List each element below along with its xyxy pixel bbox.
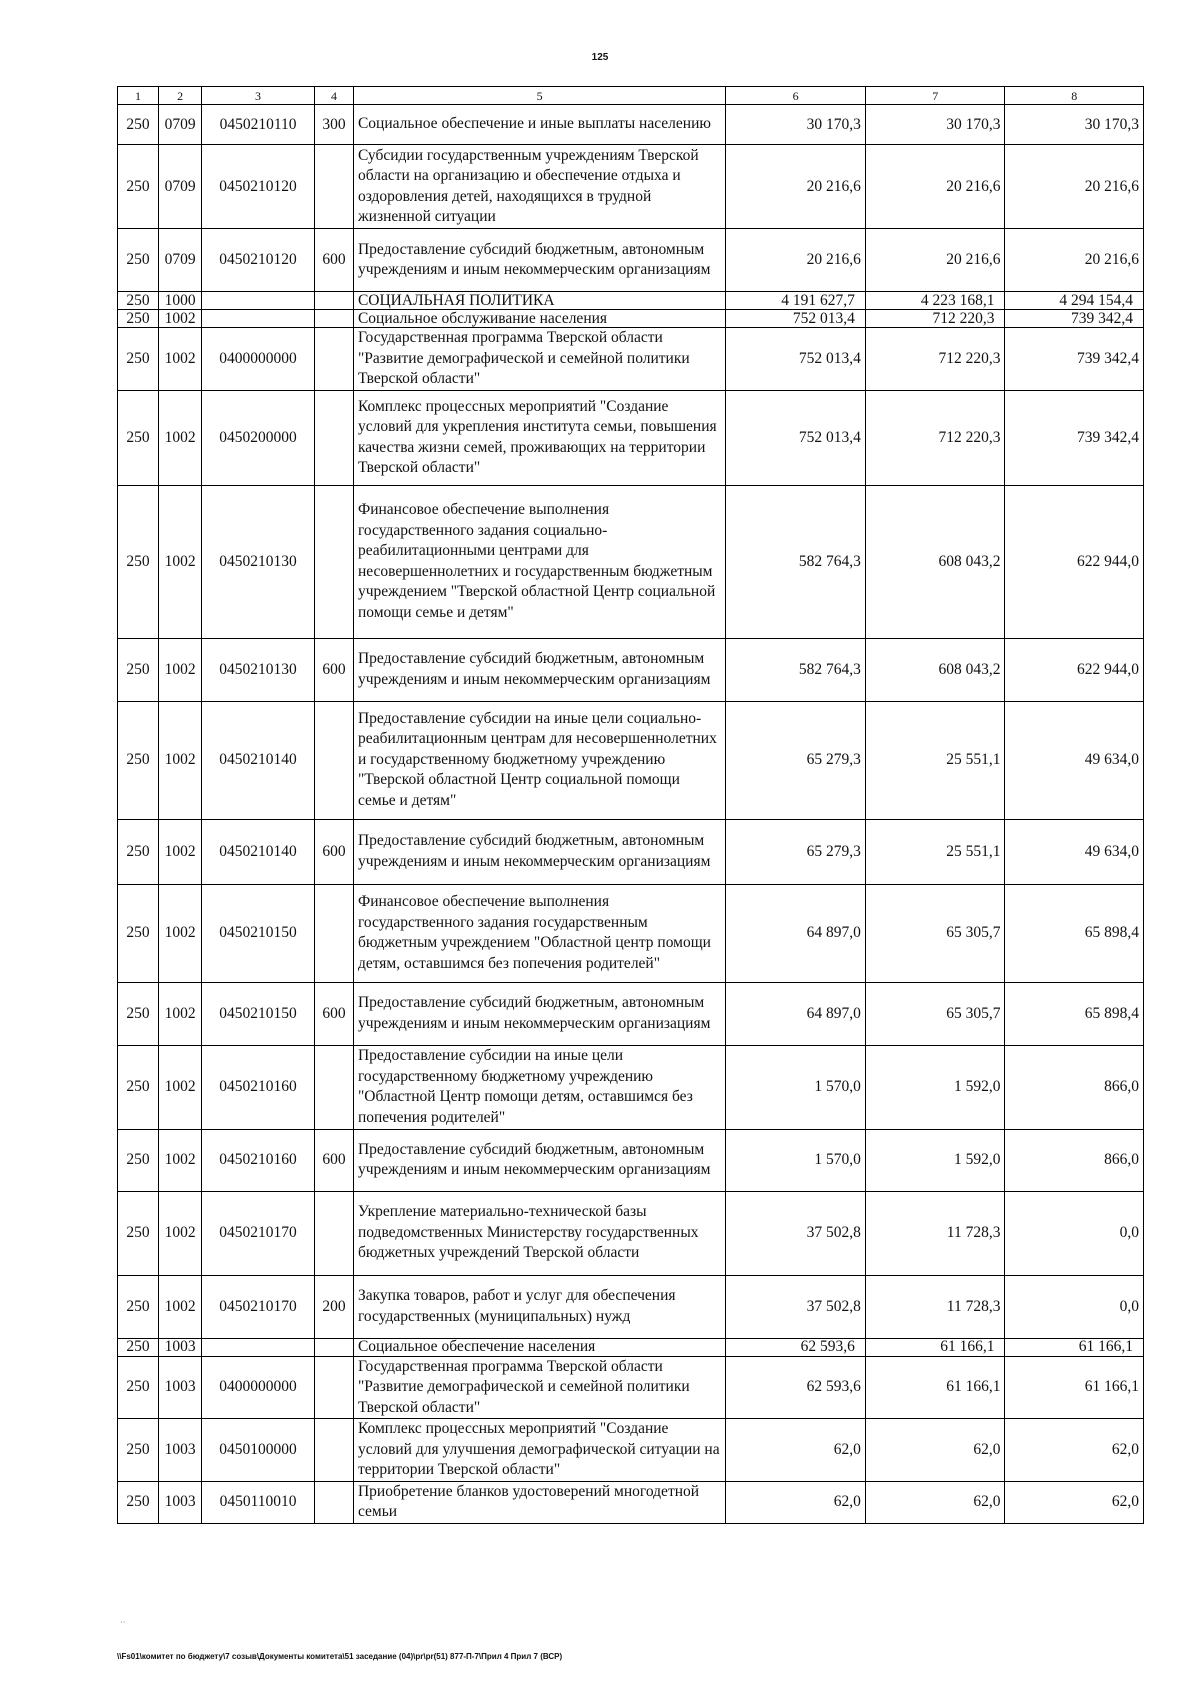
cell-expense-type [314,390,353,485]
cell-expense-type: 600 [314,982,353,1045]
cell-grbs: 250 [118,819,159,884]
cell-grbs: 250 [118,1481,159,1523]
cell-target-article: 0450210110 [202,105,315,145]
cell-value-year3: 62,0 [1005,1419,1144,1482]
cell-value-year2: 65 305,7 [865,884,1005,982]
cell-value-year2: 62,0 [865,1419,1005,1482]
cell-value-year2: 712 220,3 [865,328,1005,391]
cell-grbs: 250 [118,1191,159,1275]
cell-value-year2: 20 216,6 [865,145,1005,229]
cell-expense-type [314,145,353,229]
cell-value-year1: 37 502,8 [726,1275,866,1338]
cell-name: Социальное обеспечение населения [353,1338,725,1356]
cell-expense-type: 300 [314,105,353,145]
cell-target-article: 0450210150 [202,982,315,1045]
cell-target-article: 0450210170 [202,1191,315,1275]
cell-expense-type [314,1045,353,1129]
table-row [118,1275,1144,1338]
cell-section: 1003 [159,1481,202,1523]
cell-section: 1003 [159,1356,202,1419]
cell-section: 1002 [159,328,202,391]
cell-name: Предоставление субсидий бюджетным, автономным учреждениям и иным некоммерческим организациям [353,638,725,701]
cell-grbs: 250 [118,390,159,485]
cell-value-year1: 62 593,6 [726,1338,866,1356]
cell-target-article: 0450210120 [202,229,315,292]
cell-grbs: 250 [118,1356,159,1419]
cell-value-year3: 20 216,6 [1005,229,1144,292]
cell-value-year1: 582 764,3 [726,638,866,701]
cell-grbs: 250 [118,485,159,638]
cell-grbs: 250 [118,701,159,819]
cell-value-year3: 20 216,6 [1005,145,1144,229]
cell-name: Финансовое обеспечение выполнения государственного задания социально-реабилитационными центрами для несовершеннолетних и государственным бюджетным учреждением "Тверской областной Центр социальной помощи семье и детям" [353,485,725,638]
cell-target-article: 0400000000 [202,1356,315,1419]
cell-expense-type: 600 [314,229,353,292]
page-number: 125 [591,52,609,63]
cell-value-year3: 739 342,4 [1005,390,1144,485]
table-row [118,390,1144,485]
cell-value-year3: 0,0 [1005,1191,1144,1275]
cell-expense-type [314,1419,353,1482]
cell-section: 1002 [159,982,202,1045]
cell-value-year2: 61 166,1 [865,1338,1005,1356]
cell-name: Предоставление субсидий бюджетным, автономным учреждениям и иным некоммерческим организациям [353,982,725,1045]
cell-value-year3: 739 342,4 [1005,310,1144,328]
cell-value-year1: 752 013,4 [726,310,866,328]
header-row [118,87,1144,105]
cell-name: СОЦИАЛЬНАЯ ПОЛИТИКА [353,292,725,310]
cell-value-year1: 582 764,3 [726,485,866,638]
cell-expense-type: 600 [314,1129,353,1191]
col-header-2: 2 [159,87,202,105]
cell-value-year2: 608 043,2 [865,485,1005,638]
cell-value-year1: 4 191 627,7 [726,292,866,310]
cell-name: Предоставление субсидии на иные цели государственному бюджетному учреждению "Областной Центр помощи детям, оставшимся без попечения родителей" [353,1045,725,1129]
table-row [118,1338,1144,1356]
cell-section: 1002 [159,390,202,485]
table-row [118,982,1144,1045]
cell-value-year1: 30 170,3 [726,105,866,145]
cell-target-article [202,292,315,310]
cell-name: Предоставление субсидий бюджетным, автономным учреждениям и иным некоммерческим организациям [353,819,725,884]
cell-grbs: 250 [118,310,159,328]
cell-value-year2: 11 728,3 [865,1275,1005,1338]
cell-expense-type [314,485,353,638]
cell-target-article: 0450210130 [202,485,315,638]
table-row [118,1419,1144,1482]
cell-name: Закупка товаров, работ и услуг для обеспечения государственных (муниципальных) нужд [353,1275,725,1338]
cell-value-year2: 712 220,3 [865,310,1005,328]
table-row [118,292,1144,310]
cell-target-article: 0450210170 [202,1275,315,1338]
cell-section: 1002 [159,884,202,982]
cell-value-year1: 20 216,6 [726,145,866,229]
cell-section: 0709 [159,105,202,145]
cell-value-year3: 866,0 [1005,1129,1144,1191]
cell-expense-type [314,1481,353,1523]
cell-grbs: 250 [118,982,159,1045]
cell-value-year3: 739 342,4 [1005,328,1144,391]
col-header-5: 5 [353,87,725,105]
cell-value-year2: 20 216,6 [865,229,1005,292]
cell-value-year3: 4 294 154,4 [1005,292,1144,310]
cell-grbs: 250 [118,1338,159,1356]
cell-name: Комплекс процессных мероприятий "Создание условий для улучшения демографической ситуации на территории Тверской области" [353,1419,725,1482]
cell-value-year2: 1 592,0 [865,1129,1005,1191]
cell-value-year1: 62,0 [726,1419,866,1482]
cell-section: 1003 [159,1338,202,1356]
table-row [118,1045,1144,1129]
cell-target-article: 0450100000 [202,1419,315,1482]
col-header-4: 4 [314,87,353,105]
cell-value-year2: 1 592,0 [865,1045,1005,1129]
cell-value-year1: 62 593,6 [726,1356,866,1419]
table-row [118,229,1144,292]
table-row [118,638,1144,701]
cell-grbs: 250 [118,638,159,701]
cell-grbs: 250 [118,1129,159,1191]
cell-section: 1002 [159,701,202,819]
cell-value-year1: 37 502,8 [726,1191,866,1275]
cell-grbs: 250 [118,145,159,229]
cell-value-year2: 25 551,1 [865,701,1005,819]
cell-value-year1: 752 013,4 [726,390,866,485]
cell-expense-type [314,1191,353,1275]
cell-expense-type [314,701,353,819]
cell-value-year3: 65 898,4 [1005,982,1144,1045]
cell-name: Предоставление субсидии на иные цели социально-реабилитационным центрам для несовершеннолетних и государственному бюджетному учреждению "Тверской областной Центр социальной помощи семье и детям" [353,701,725,819]
cell-name: Предоставление субсидий бюджетным, автономным учреждениям и иным некоммерческим организациям [353,1129,725,1191]
table-row [118,1129,1144,1191]
cell-name: Комплекс процессных мероприятий "Создание условий для укрепления института семьи, повышения качества жизни семей, проживающих на территории Тверской области" [353,390,725,485]
cell-value-year1: 1 570,0 [726,1045,866,1129]
cell-expense-type: 600 [314,638,353,701]
cell-value-year1: 62,0 [726,1481,866,1523]
cell-expense-type: 200 [314,1275,353,1338]
footer-file-path: \\Fs01\комитет по бюджету\7 созыв\Документы комитета\51 заседание (04)\pr\pr(51) 877-П-7\Прил 4 Прил 7 (ВСР) [117,1652,563,1661]
cell-expense-type [314,292,353,310]
col-header-7: 7 [865,87,1005,105]
cell-name: Государственная программа Тверской области "Развитие демографической и семейной политики Тверской области" [353,328,725,391]
cell-target-article: 0450210160 [202,1045,315,1129]
col-header-3: 3 [202,87,315,105]
cell-value-year3: 65 898,4 [1005,884,1144,982]
cell-expense-type [314,310,353,328]
table-row [118,1191,1144,1275]
table-row [118,701,1144,819]
budget-table [117,86,1144,1524]
cell-expense-type: 600 [314,819,353,884]
col-header-6: 6 [726,87,866,105]
cell-grbs: 250 [118,1045,159,1129]
cell-value-year1: 20 216,6 [726,229,866,292]
cell-value-year1: 64 897,0 [726,982,866,1045]
table-row [118,1481,1144,1523]
cell-target-article: 0450210120 [202,145,315,229]
cell-value-year2: 25 551,1 [865,819,1005,884]
cell-target-article [202,1338,315,1356]
cell-value-year3: 30 170,3 [1005,105,1144,145]
table-body [118,105,1144,1524]
table-row [118,485,1144,638]
cell-grbs: 250 [118,292,159,310]
cell-value-year1: 65 279,3 [726,701,866,819]
cell-name: Приобретение бланков удостоверений многодетной семьи [353,1481,725,1523]
cell-value-year3: 0,0 [1005,1275,1144,1338]
cell-target-article: 0450210160 [202,1129,315,1191]
cell-grbs: 250 [118,229,159,292]
cell-target-article: 0450200000 [202,390,315,485]
cell-value-year3: 61 166,1 [1005,1338,1144,1356]
cell-value-year2: 11 728,3 [865,1191,1005,1275]
table-row [118,1356,1144,1419]
cell-section: 0709 [159,145,202,229]
cell-target-article: 0450210130 [202,638,315,701]
cell-name: Финансовое обеспечение выполнения государственного задания государственным бюджетным учреждением "Областной центр помощи детям, оставшимся без попечения родителей" [353,884,725,982]
cell-target-article: 0450210140 [202,701,315,819]
cell-section: 1002 [159,1275,202,1338]
cell-grbs: 250 [118,1275,159,1338]
cell-section: 1000 [159,292,202,310]
table-row [118,884,1144,982]
table-row [118,819,1144,884]
cell-value-year1: 64 897,0 [726,884,866,982]
cell-value-year2: 65 305,7 [865,982,1005,1045]
cell-grbs: 250 [118,884,159,982]
cell-target-article [202,310,315,328]
cell-section: 1002 [159,1191,202,1275]
cell-name: Субсидии государственным учреждениям Тверской области на организацию и обеспечение отдыха и оздоровления детей, находящихся в трудной жизненной ситуации [353,145,725,229]
cell-value-year2: 608 043,2 [865,638,1005,701]
cell-name: Государственная программа Тверской области "Развитие демографической и семейной политики Тверской области" [353,1356,725,1419]
cell-section: 1002 [159,1129,202,1191]
cell-value-year2: 4 223 168,1 [865,292,1005,310]
table-row [118,310,1144,328]
cell-name: Социальное обеспечение и иные выплаты населению [353,105,725,145]
cell-expense-type [314,884,353,982]
cell-value-year3: 61 166,1 [1005,1356,1144,1419]
table-row [118,328,1144,391]
cell-section: 1002 [159,819,202,884]
table-row [118,145,1144,229]
col-header-8: 8 [1005,87,1144,105]
cell-section: 1002 [159,638,202,701]
cell-target-article: 0450110010 [202,1481,315,1523]
cell-expense-type [314,1338,353,1356]
cell-value-year2: 712 220,3 [865,390,1005,485]
cell-value-year1: 65 279,3 [726,819,866,884]
cell-grbs: 250 [118,328,159,391]
cell-value-year3: 49 634,0 [1005,701,1144,819]
cell-grbs: 250 [118,105,159,145]
cell-grbs: 250 [118,1419,159,1482]
cell-value-year3: 866,0 [1005,1045,1144,1129]
cell-expense-type [314,1356,353,1419]
cell-expense-type [314,328,353,391]
cell-value-year3: 622 944,0 [1005,485,1144,638]
cell-name: Укрепление материально-технической базы подведомственных Министерству государственных бюджетных учреждений Тверской области [353,1191,725,1275]
cell-value-year2: 61 166,1 [865,1356,1005,1419]
cell-value-year1: 752 013,4 [726,328,866,391]
cell-value-year3: 49 634,0 [1005,819,1144,884]
cell-target-article: 0450210140 [202,819,315,884]
cell-target-article: 0450210150 [202,884,315,982]
cell-section: 1002 [159,485,202,638]
cell-section: 1002 [159,310,202,328]
cell-section: 1003 [159,1419,202,1482]
cell-value-year2: 62,0 [865,1481,1005,1523]
cell-name: Предоставление субсидий бюджетным, автономным учреждениям и иным некоммерческим организациям [353,229,725,292]
cell-value-year3: 62,0 [1005,1481,1144,1523]
cell-section: 0709 [159,229,202,292]
cell-target-article: 0400000000 [202,328,315,391]
table-row [118,105,1144,145]
col-header-1: 1 [118,87,159,105]
cell-value-year1: 1 570,0 [726,1129,866,1191]
cell-value-year2: 30 170,3 [865,105,1005,145]
cell-value-year3: 622 944,0 [1005,638,1144,701]
scan-mark: ·· [120,1618,126,1627]
cell-section: 1002 [159,1045,202,1129]
cell-name: Социальное обслуживание населения [353,310,725,328]
